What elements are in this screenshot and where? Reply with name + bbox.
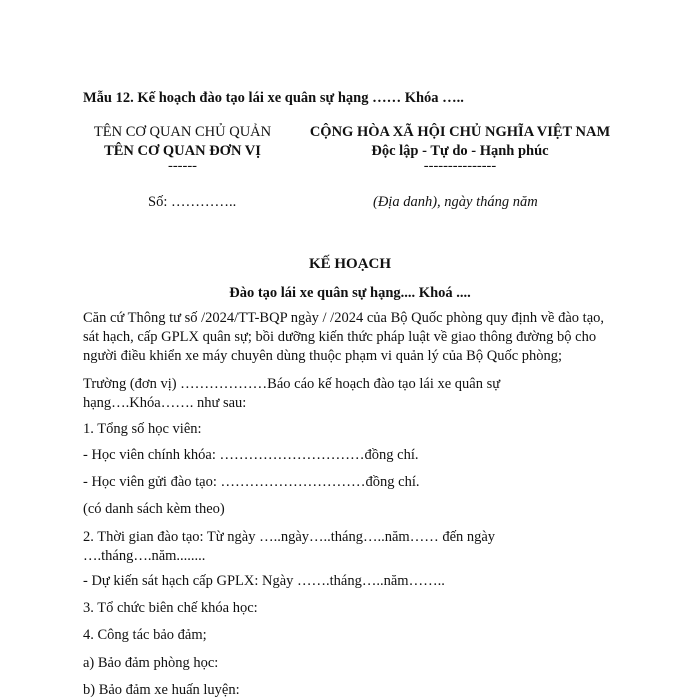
section-3-heading: 3. Tổ chức biên chế khóa học:: [83, 600, 258, 616]
exam-date-line: - Dự kiến sát hạch cấp GPLX: Ngày …….tháng…..năm……..: [83, 573, 445, 589]
legal-basis-paragraph: Căn cứ Thông tư số /2024/TT-BQP ngày / /2024 của Bộ Quốc phòng quy định về đào tạo, sát hạch, cấp GPLX quân sự; bồi dưỡng kiến thức pháp luật về giao thông đường bộ cho người điều khiển xe máy chuyên dùng thuộc phạm vi quản lý của Bộ Quốc phòng;: [83, 310, 605, 364]
training-vehicle-support-line: b) Bảo đảm xe huấn luyện:: [83, 682, 240, 698]
agency-unit-name: TÊN CƠ QUAN ĐƠN VỊ: [104, 143, 261, 159]
attached-list-note: (có danh sách kèm theo): [83, 501, 225, 517]
agency-parent-name: TÊN CƠ QUAN CHỦ QUẢN: [93, 124, 272, 140]
form-title: Mẫu 12. Kế hoạch đào tạo lái xe quân sự hạng …… Khóa …..: [83, 90, 464, 106]
section-2-heading: 2. Thời gian đào tạo: Từ ngày …..ngày…..tháng…..năm…… đến ngày ….tháng….năm........: [83, 529, 496, 564]
national-title: CỘNG HÒA XÃ HỘI CHỦ NGHĨA VIỆT NAM: [309, 124, 611, 140]
agency-underline: ------: [168, 158, 197, 174]
document-title: KẾ HOẠCH: [308, 256, 392, 272]
document-number: Số: …………..: [148, 194, 237, 210]
place-date: (Địa danh), ngày tháng năm: [373, 194, 538, 210]
motto-underline: ---------------: [423, 158, 497, 174]
section-4-heading: 4. Công tác bảo đảm;: [83, 627, 207, 643]
sent-students-line: - Học viên gửi đào tạo: …………………………đồng chí.: [83, 474, 420, 490]
report-paragraph: Trường (đơn vị) ………………Báo cáo kế hoạch đào tạo lái xe quân sự hạng….Khóa……. như sau:: [83, 376, 501, 411]
national-motto: Độc lập - Tự do - Hạnh phúc: [371, 143, 549, 159]
classroom-support-line: a) Bảo đảm phòng học:: [83, 655, 219, 671]
section-1-heading: 1. Tổng số học viên:: [83, 421, 202, 437]
regular-students-line: - Học viên chính khóa: …………………………đồng chí.: [83, 447, 419, 463]
document-subtitle: Đào tạo lái xe quân sự hạng.... Khoá ....: [229, 285, 471, 301]
